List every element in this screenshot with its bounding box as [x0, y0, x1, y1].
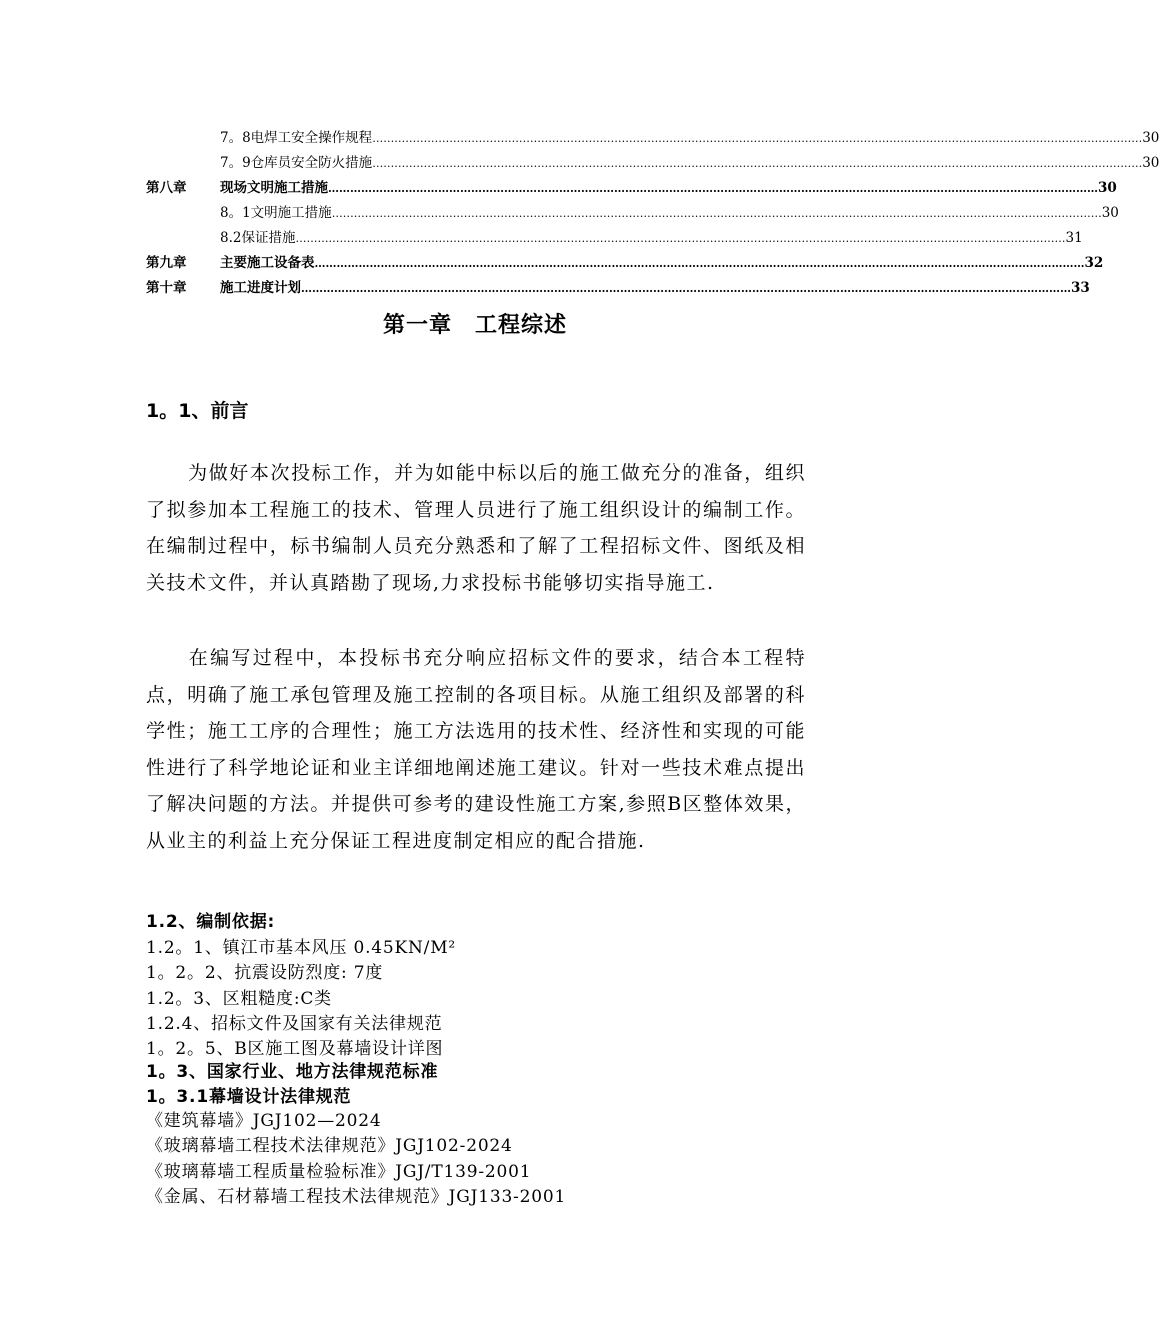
toc-page-number: 33 — [1071, 280, 1090, 296]
section-heading-1-1: 1。1、前言 — [146, 400, 249, 422]
toc-row[interactable] — [146, 151, 1159, 173]
toc-page-number: 31 — [1065, 230, 1083, 246]
toc-chapter-number: 第八章 — [146, 180, 187, 196]
basis-item: 1.2.4、招标文件及国家有关法律规范 — [146, 1014, 443, 1034]
toc-leader: ………………………………………………………………………………………………………………………………………………………………………………………… — [372, 157, 1143, 170]
section-heading-1-3-1: 1。3.1幕墙设计法律规范 — [146, 1087, 352, 1107]
toc-row-chapter[interactable] — [146, 176, 1117, 198]
toc-leader: ………………………………………………………………………………………………………………………………………………………………………………………… — [372, 132, 1143, 145]
toc-title: 施工进度计划 — [220, 280, 301, 296]
toc-row[interactable] — [146, 201, 1119, 223]
toc-row[interactable] — [146, 126, 1159, 148]
toc-page-number: 30 — [1142, 155, 1159, 171]
basis-item: 1.2。3、区粗糙度:C类 — [146, 989, 332, 1009]
toc-chapter-number: 第九章 — [146, 255, 187, 271]
paragraph-text: 为做好本次投标工作，并为如能中标以后的施工做充分的准备，组织了拟参加本工程施工的技术、管理人员进行了施工组织设计的编制工作。在编制过程中，标书编制人员充分熟悉和了解了工程招标文件、图纸及相关技术文件，并认真踏勘了现场,力求投标书能够切实指导施工. — [146, 462, 806, 594]
toc-title: 现场文明施工措施 — [220, 180, 328, 196]
toc-row-chapter[interactable] — [146, 251, 1104, 273]
standard-item: 《玻璃幕墙工程技术法律规范》JGJ102-2024 — [146, 1136, 513, 1156]
toc-title: 7。8电焊工安全操作规程 — [220, 130, 373, 146]
standard-item: 《建筑幕墙》JGJ102—2024 — [146, 1111, 382, 1131]
toc-row[interactable] — [146, 226, 1083, 248]
toc-page-number: 30 — [1098, 180, 1117, 196]
standard-item: 《玻璃幕墙工程质量检验标准》JGJ/T139-2001 — [146, 1162, 532, 1182]
toc-row-chapter[interactable] — [146, 276, 1090, 298]
paragraph-preface-2 — [146, 640, 806, 859]
toc-leader: ………………………………………………………………………………………………………………………………………………………………………………………… — [295, 232, 1066, 245]
toc-leader: ………………………………………………………………………………………………………………………………………………………………………………………… — [301, 282, 1071, 295]
basis-item: 1。2。2、抗震设防烈度: 7度 — [146, 963, 384, 983]
toc-page-number: 30 — [1142, 130, 1159, 146]
toc-chapter-number: 第十章 — [146, 280, 187, 296]
standard-item: 《金属、石材幕墙工程技术法律规范》JGJ133-2001 — [146, 1187, 567, 1207]
basis-item: 1.2。1、镇江市基本风压 0.45KN/M² — [146, 938, 457, 958]
toc-page-number: 30 — [1101, 205, 1119, 221]
basis-item: 1。2。5、B区施工图及幕墙设计详图 — [146, 1039, 444, 1059]
toc-leader: ………………………………………………………………………………………………………………………………………………………………………………………… — [314, 257, 1085, 270]
toc-leader: ………………………………………………………………………………………………………………………………………………………………………………………… — [328, 182, 1098, 195]
toc-title: 主要施工设备表 — [220, 255, 315, 271]
toc-title: 7。9仓库员安全防火措施 — [220, 155, 373, 171]
section-heading-1-2: 1.2、编制依据: — [146, 912, 276, 932]
paragraph-text: 在编写过程中，本投标书充分响应招标文件的要求，结合本工程特点，明确了施工承包管理及施工控制的各项目标。从施工组织及部署的科学性；施工工序的合理性；施工方法选用的技术性、经济性和实现的可能性进行了科学地论证和业主详细地阐述施工建议。针对一些技术难点提出了解决问题的方法。并提供可参考的建设性施工方案,参照B区整体效果，从业主的利益上充分保证工程进度制定相应的配合措施. — [146, 647, 806, 852]
toc-page-number: 32 — [1084, 255, 1104, 271]
toc-leader: ………………………………………………………………………………………………………………………………………………………………………………………… — [331, 207, 1102, 220]
toc-title: 8。1文明施工措施 — [220, 205, 332, 221]
section-heading-1-3: 1。3、国家行业、地方法律规范标准 — [146, 1062, 439, 1082]
chapter-title: 第一章 工程综述 — [382, 313, 567, 338]
toc-title: 8.2保证措施 — [220, 230, 296, 246]
paragraph-preface-1 — [146, 455, 806, 601]
